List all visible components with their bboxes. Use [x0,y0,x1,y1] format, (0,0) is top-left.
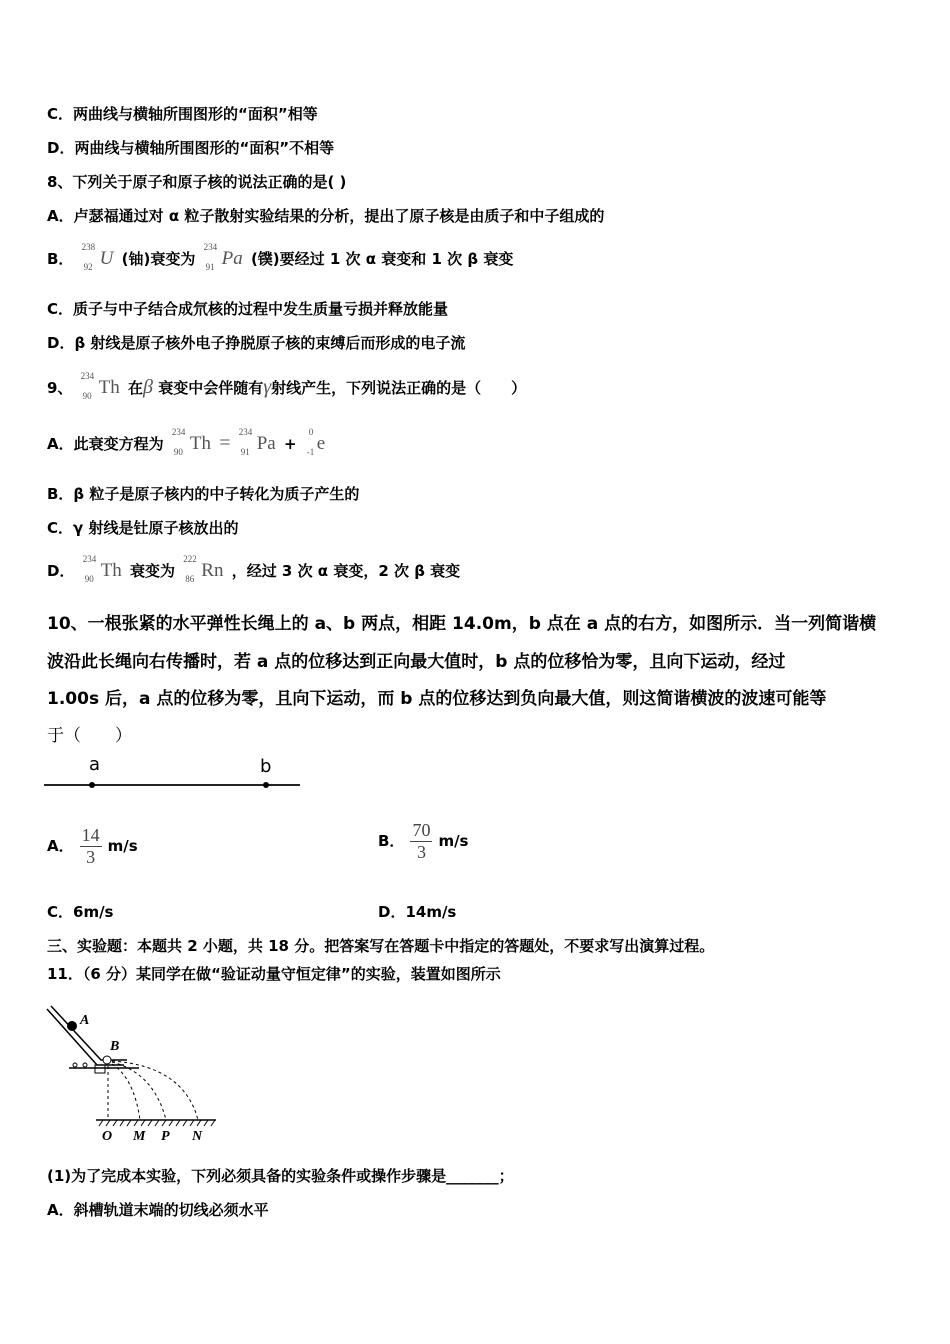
label: B． [47,250,74,268]
ball-b [103,1056,111,1064]
gamma-symbol: γ [263,376,272,398]
sym: U [99,248,114,269]
q8-stem: 8、下列关于原子和原子核的说法正确的是( ) [47,173,347,191]
label: D． [47,562,75,580]
label-M: M [133,1129,146,1143]
q9-option-b: B．β 粒子是原子核内的中子转化为质子产生的 [47,485,360,503]
fraction [410,820,432,863]
beta-symbol: β [143,376,153,398]
isotope-th [171,427,211,457]
plus: + [283,435,297,453]
label: B． [378,832,405,850]
label-a: a [89,754,101,775]
apparatus-figure [44,998,234,1143]
z: 91 [240,447,250,457]
q8-option-c: C．质子与中子结合成氘核的过程中发生质量亏损并释放能量 [47,300,449,318]
numerator: 14 [81,825,100,845]
denominator: 3 [416,842,426,862]
num: 9、 [47,379,73,397]
sym: Pa [221,248,243,269]
q10-option-c: C．6m/s [47,903,114,921]
z: 90 [84,574,94,584]
denominator: 3 [86,847,96,867]
isotope-u238 [81,242,114,272]
q10-line2: 波沿此长绳向右传播时，若 a 点的位移达到正向最大值时，b 点的位移恰为零，且向下运动，经过 [47,652,786,672]
q7-option-d: D．两曲线与横轴所围图形的“面积”不相等 [47,139,335,157]
isotope-th [82,554,122,584]
text: ，经过 3 次 α 衰变，2 次 β 衰变 [231,562,461,580]
q10-option-a [47,825,138,868]
mass: 238 [81,242,96,252]
sym: Th [98,377,120,398]
ball-a [67,1021,77,1031]
text: 射线产生，下列说法正确的是（ ） [271,379,527,397]
label-O: O [102,1129,113,1143]
z: 90 [173,447,183,457]
sym: Rn [201,560,224,581]
q8-option-a: A．卢瑟福通过对 α 粒子散射实验结果的分析，提出了原子核是由质子和中子组成的 [47,207,605,225]
q9-option-c: C．γ 射线是钍原子核放出的 [47,519,239,537]
text: 衰变为 [130,562,176,580]
z: -1 [306,447,315,457]
section-3-heading: 三、实验题：本题共 2 小题，共 18 分。把答案写在答题卡中指定的答题处，不要求写出演算过程。 [47,937,715,955]
mass: 234 [238,427,253,437]
q11-option-a: A．斜槽轨道末端的切线必须水平 [47,1201,269,1219]
z: 92 [83,262,93,272]
text: (镤)要经过 1 次 α 衰变和 1 次 β 衰变 [250,250,514,268]
q9-option-a [47,427,328,457]
q8-option-b [47,242,514,272]
q10-line1: 10、一根张紧的水平弹性长绳上的 a、b 两点，相距 14.0m，b 点在 a 点的右方，如图所示．当一列简谐横 [47,614,877,634]
text: 在 [128,379,144,397]
q9-stem [47,371,527,401]
mass: 0 [308,427,314,437]
mass: 234 [203,242,218,252]
z: 90 [82,391,92,401]
q10-line4: 于（ ） [47,726,132,746]
isotope-rn [183,554,224,584]
label-b: b [260,756,272,777]
point-a [89,782,95,788]
equals: = [219,432,231,454]
q10-line3: 1.00s 后，a 点的位移为零，且向下运动，而 b 点的位移达到负向最大值，则这简谐横波的波速可能等 [47,689,827,709]
electron [305,427,326,457]
z: 86 [185,574,195,584]
fraction [80,825,102,868]
sym: Th [189,433,211,454]
label-A: A [80,1013,90,1028]
isotope-pa [238,427,276,457]
point-b [263,782,269,788]
q9-option-d [47,554,461,584]
mass: 222 [183,554,197,564]
isotope-th234 [80,371,120,401]
mass: 234 [171,427,186,437]
rope-figure [44,750,304,795]
label: A． [47,837,74,855]
sym: Th [100,560,122,581]
label: A．此衰变方程为 [47,435,164,453]
q11-stem: 11．（6 分）某同学在做“验证动量守恒定律”的实验，装置如图所示 [47,965,501,983]
mass: 234 [80,371,95,381]
numerator: 70 [412,820,431,840]
isotope-pa234 [203,242,243,272]
label-P: P [161,1129,170,1143]
text: 衰变中会伴随有 [158,379,264,397]
unit: m/s [107,837,138,855]
label-N: N [192,1129,203,1143]
q7-option-c: C．两曲线与横轴所围图形的“面积”相等 [47,105,318,123]
sym: Pa [256,433,276,454]
q8-option-d: D．β 射线是原子核外电子挣脱原子核的束缚后而形成的电子流 [47,334,466,352]
q10-option-b [378,820,468,863]
sym: e [316,433,326,454]
q10-option-d: D．14m/s [378,903,457,921]
unit: m/s [438,832,469,850]
label-B: B [110,1039,120,1054]
z: 91 [205,262,215,272]
q11-sub1: (1)为了完成本实验，下列必须具备的实验条件或操作步骤是_______； [47,1167,514,1185]
mass: 234 [82,554,97,564]
text: (铀)衰变为 [121,250,196,268]
